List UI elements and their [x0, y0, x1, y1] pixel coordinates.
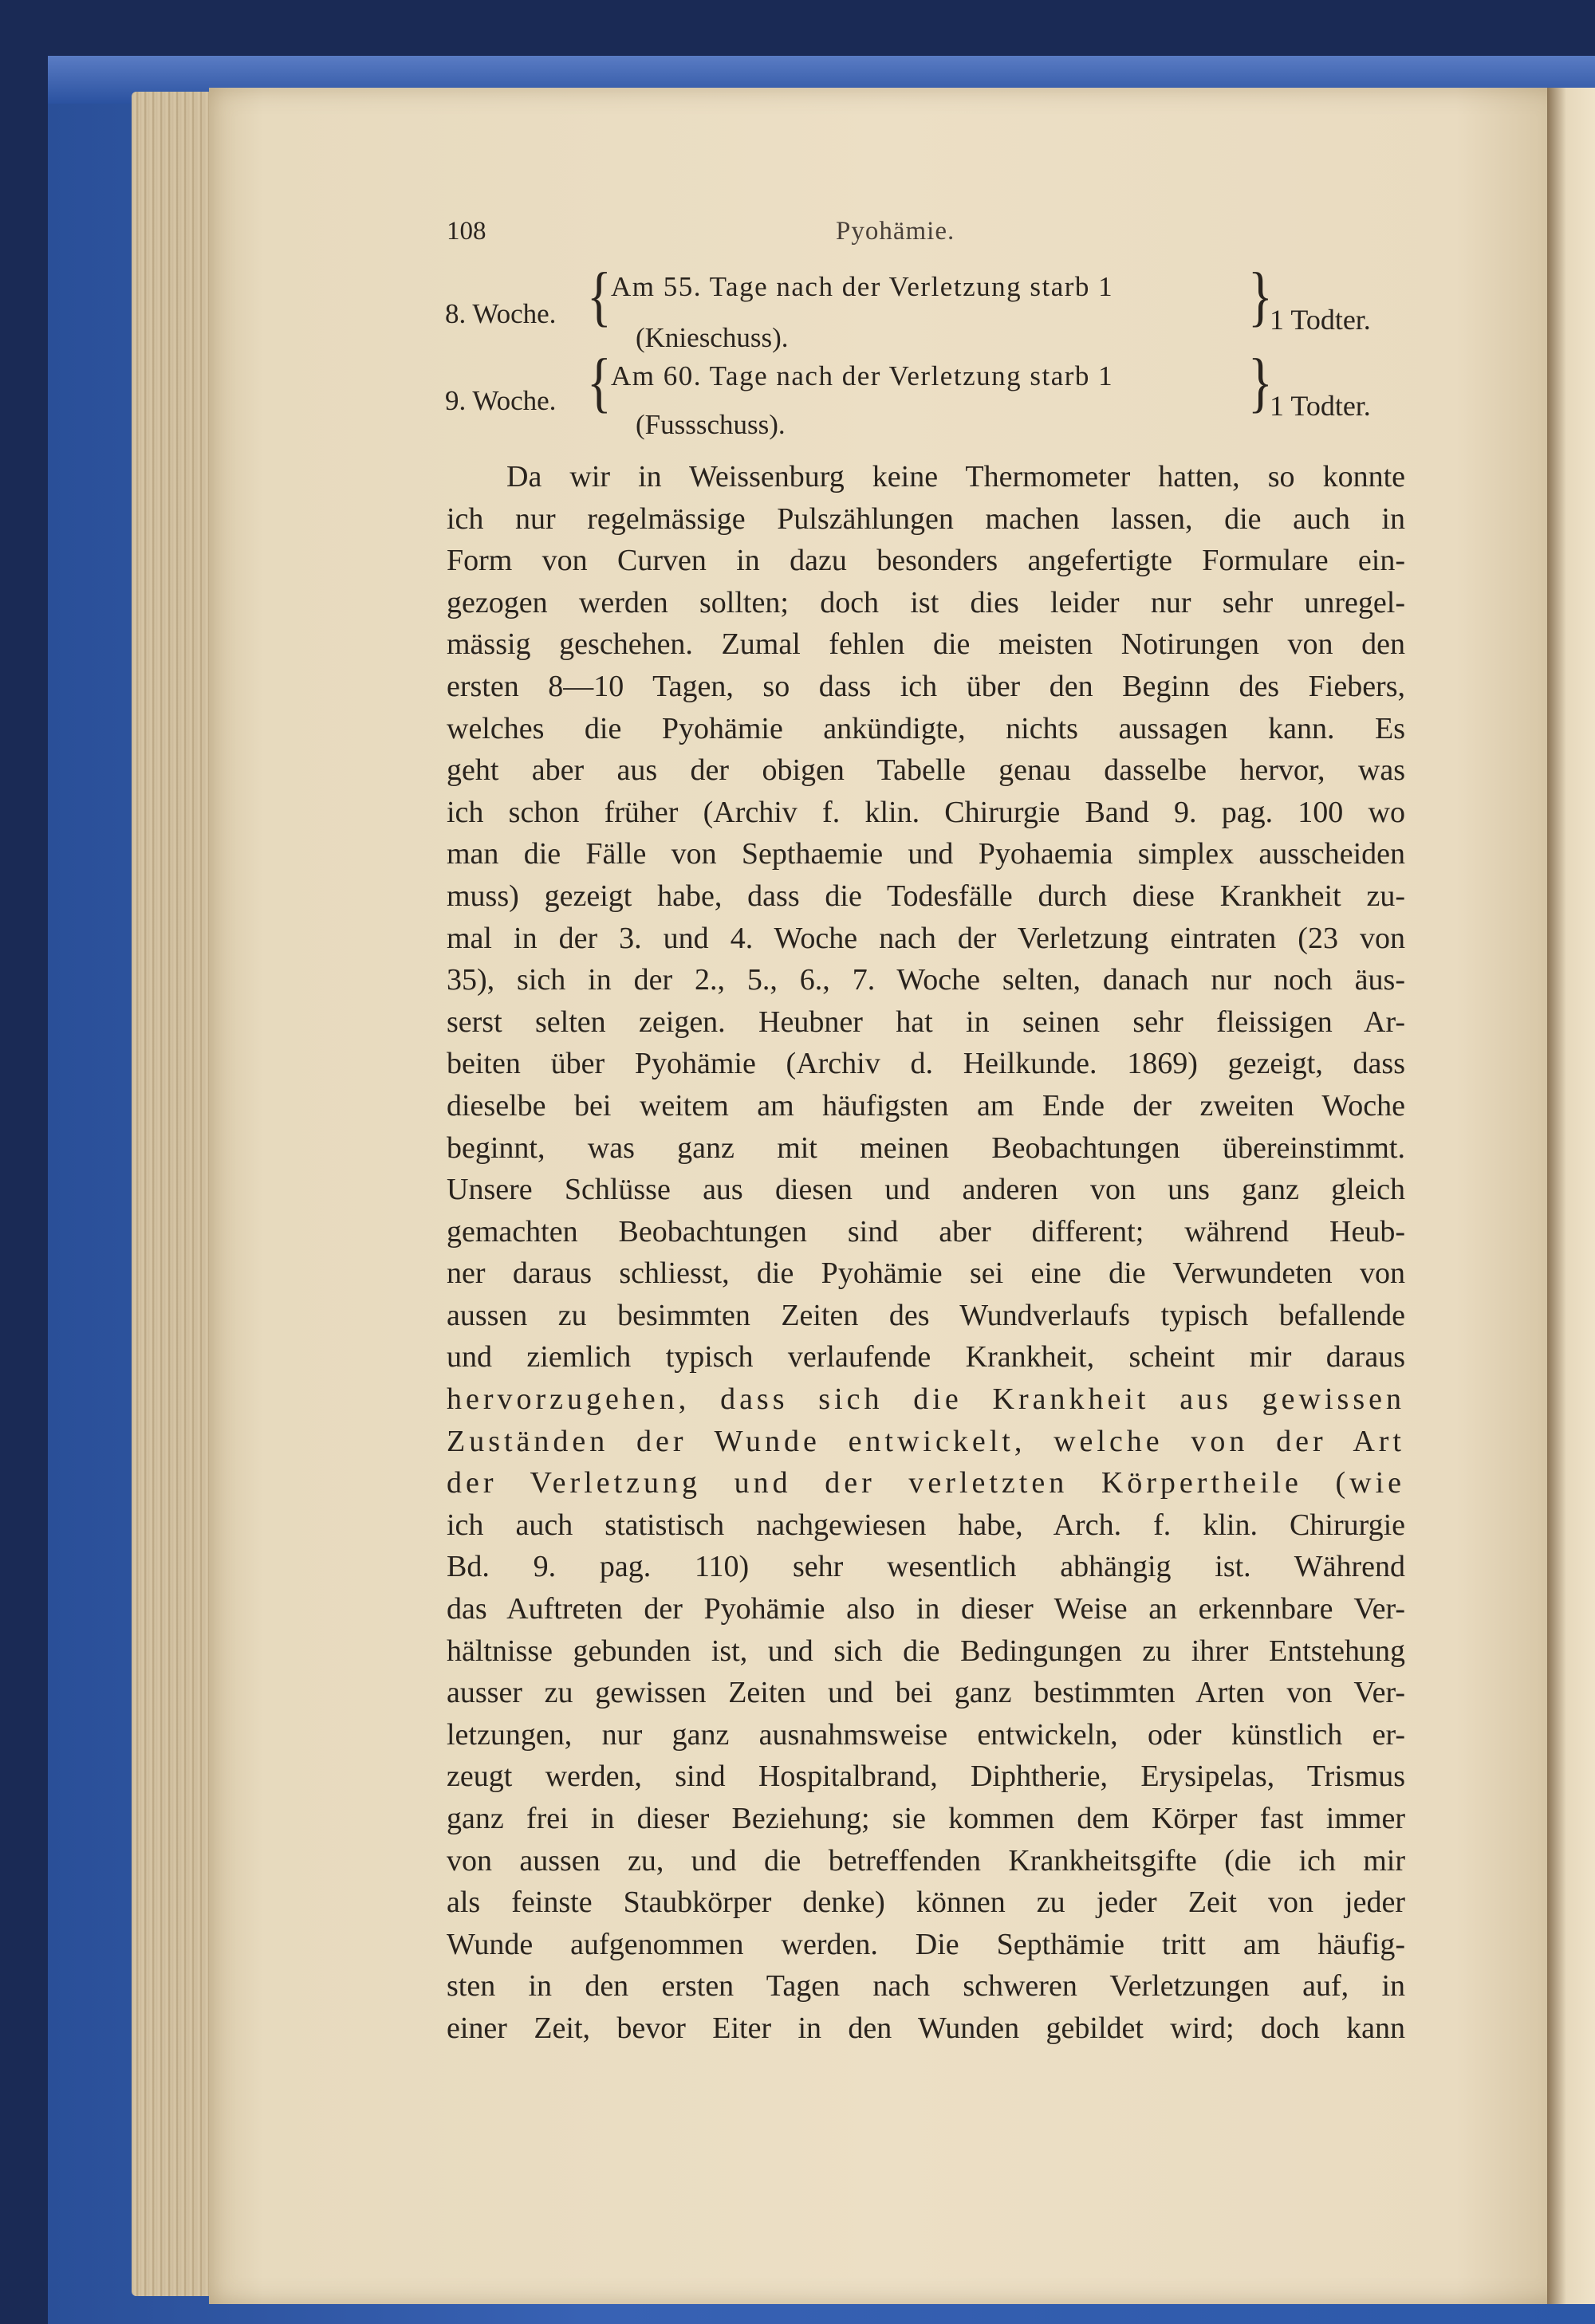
week-label: 9. Woche. [445, 385, 557, 416]
text-line: ner daraus schliesst, die Pyohämie sei eine die Verwundeten von [447, 1256, 1405, 1291]
text-line: hervorzugehen, dass sich die Krankheit aus gewissen [447, 1382, 1405, 1417]
text-line: gemachten Beobachtungen sind aber different; während Heub- [447, 1214, 1405, 1249]
right-brace: } [1248, 259, 1273, 333]
text-line: 35), sich in der 2., 5., 6., 7. Woche selten, danach nur noch äus- [447, 963, 1405, 997]
text-line: geht aber aus der obigen Tabelle genau dasselbe hervor, was [447, 753, 1405, 788]
text-line: beiten über Pyohämie (Archiv d. Heilkunde. 1869) gezeigt, dass [447, 1047, 1405, 1081]
text-line: sten in den ersten Tagen nach schweren Verletzungen auf, in [447, 1969, 1405, 2004]
text-line: Wunde aufgenommen werden. Die Septhämie tritt am häufig- [447, 1927, 1405, 1961]
result-label: 1 Todter. [1270, 390, 1371, 422]
page-number: 108 [447, 217, 486, 246]
text-line: letzungen, nur ganz ausnahmsweise entwickeln, oder künstlich er- [447, 1717, 1405, 1752]
text-line: ganz frei in dieser Beziehung; sie kommen dem Körper fast immer [447, 1802, 1405, 1835]
text-line: hältnisse gebunden ist, und sich die Bedingungen zu ihrer Entstehung [447, 1634, 1405, 1668]
text-line: ersten 8—10 Tagen, so dass ich über den Beginn des Fiebers, [447, 669, 1405, 703]
text-line: serst selten zeigen. Heubner hat in seinen sehr fleissigen Ar- [447, 1005, 1405, 1039]
text-line: Zuständen der Wunde entwickelt, welche von der Art [447, 1424, 1405, 1458]
text-line: ich auch statistisch nachgewiesen habe, Arch. f. klin. Chirurgie [447, 1508, 1405, 1542]
text-line: Unsere Schlüsse aus diesen und anderen von uns ganz gleich [447, 1173, 1405, 1207]
text-line: mässig geschehen. Zumal fehlen die meisten Notirungen von den [447, 627, 1405, 662]
text-line: ich schon früher (Archiv f. klin. Chirurgie Band 9. pag. 100 wo [447, 795, 1405, 829]
text-line: beginnt, was ganz mit meinen Beobachtungen übereinstimmt. [447, 1131, 1405, 1165]
text-line: als feinste Staubkörper denke) können zu jeder Zeit von jeder [447, 1886, 1405, 1920]
text-line: man die Fälle von Septhaemie und Pyohaemia simplex ausscheiden [447, 837, 1405, 871]
entry-line: (Fussschuss). [636, 409, 786, 440]
text-line: der Verletzung und der verletzten Körpertheile (wie [447, 1466, 1405, 1500]
text-line: Form von Curven in dazu besonders angefertigte Formulare ein- [447, 544, 1405, 578]
text-line: einer Zeit, bevor Eiter in den Wunden gebildet wird; doch kann [447, 2011, 1405, 2045]
text-line: mal in der 3. und 4. Woche nach der Verletzung eintraten (23 von [447, 921, 1405, 955]
right-brace: } [1248, 345, 1273, 419]
text-line: von aussen zu, und die betreffenden Krankheitsgifte (die ich mir [447, 1843, 1405, 1878]
entry-line: (Knieschuss). [636, 322, 789, 353]
text-line: ich nur regelmässige Pulszählungen machen lassen, die auch in [447, 501, 1405, 536]
entry-line: Am 55. Tage nach der Verletzung starb 1 [611, 271, 1114, 302]
text-line: zeugt werden, sind Hospitalbrand, Diphtherie, Erysipelas, Trismus [447, 1760, 1405, 1794]
week-label: 8. Woche. [445, 298, 557, 329]
text-line: und ziemlich typisch verlaufende Krankheit, scheint mir daraus [447, 1340, 1405, 1374]
left-brace: { [587, 259, 612, 333]
text-line: das Auftreten der Pyohämie also in dieser Weise an erkennbare Ver- [447, 1592, 1405, 1626]
text-line: welches die Pyohämie ankündigte, nichts aussagen kann. Es [447, 711, 1405, 745]
facing-page [1547, 88, 1595, 2304]
body-text [447, 456, 1405, 2050]
text-line: Da wir in Weissenburg keine Thermometer hatten, so konnte [506, 460, 1405, 494]
running-title: Pyohämie. [836, 217, 955, 246]
text-line: ausser zu gewissen Zeiten und bei ganz bestimmten Arten von Ver- [447, 1676, 1405, 1710]
text-line: aussen zu besimmten Zeiten des Wundverlaufs typisch befallende [447, 1298, 1405, 1332]
entry-line: Am 60. Tage nach der Verletzung starb 1 [611, 360, 1114, 391]
text-line: dieselbe bei weitem am häufigsten am Ende der zweiten Woche [447, 1088, 1405, 1123]
result-label: 1 Todter. [1270, 304, 1371, 336]
text-line: gezogen werden sollten; doch ist dies leider nur sehr unregel- [447, 585, 1405, 619]
text-line: muss) gezeigt habe, dass die Todesfälle durch diese Krankheit zu- [447, 879, 1405, 913]
text-line: Bd. 9. pag. 110) sehr wesentlich abhängig ist. Während [447, 1550, 1405, 1584]
left-brace: { [587, 345, 612, 419]
